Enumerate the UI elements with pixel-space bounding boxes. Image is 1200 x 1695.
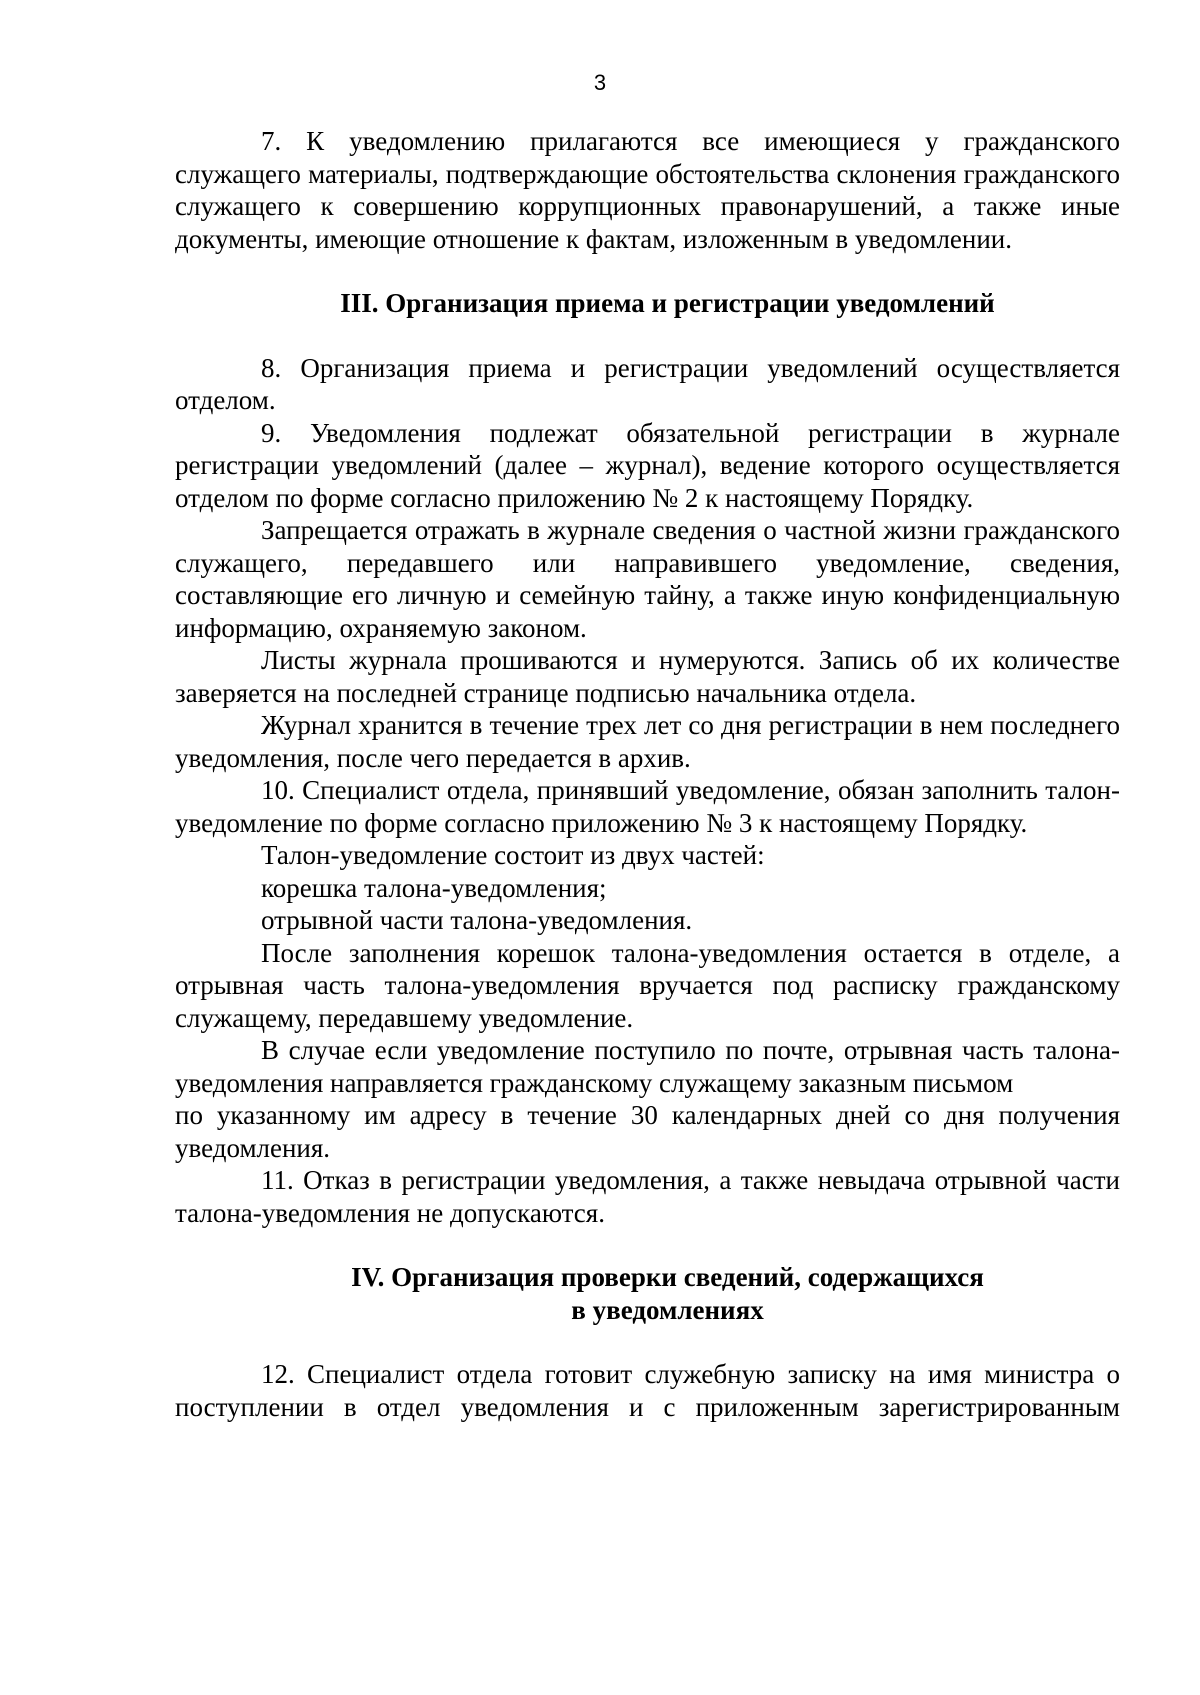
page-number: 3 [593,70,607,95]
paragraph-9-forbid: Запрещается отражать в журнале сведения о частной жизни гражданского служащего, передавшего или направившего уведомление, сведения, составляющие его личную и семейную тайну, а также иную конфиденциальную информацию, охраняемую законом. [175,515,1120,643]
paragraph-10-after: После заполнения корешок талона-уведомления остается в отделе, а отрывная часть талона-уведомления вручается под расписку гражданскому служащему, передавшему уведомление. [175,937,1120,1033]
paragraph-10-parts: Талон-уведомление состоит из двух частей: [261,840,765,870]
paragraph-11: 11. Отказ в регистрации уведомления, а также невыдача отрывной части талона-уведомления не допускаются. [175,1165,1120,1228]
section-3-heading: III. Организация приема и регистрации уведомлений [340,288,995,318]
paragraph-10-part1: корешка талона-уведомления; [261,872,607,903]
paragraph-9-sheets: Листы журнала прошиваются и нумеруются. Запись об их количестве заверяется на последней странице подписью начальника отдела. [175,645,1120,708]
paragraph-10-mail-b: по указанному им адресу в течение 30 календарных дней со дня получения уведомления. [175,1100,1120,1163]
paragraph-10: 10. Специалист отдела, принявший уведомление, обязан заполнить талон-уведомление по форме согласно приложению № 3 к настоящему Порядку. [175,775,1120,838]
paragraph-9: 9. Уведомления подлежат обязательной регистрации в журнале регистрации уведомлений (далее – журнал), ведение которого осуществляется отделом по форме согласно приложению № 2 к настоящему Порядку. [175,417,1120,513]
section-4-heading-line2: в уведомлениях [571,1294,764,1325]
paragraph-12: 12. Специалист отдела готовит служебную записку на имя министра о поступлении в отдел уведомления и с приложенным зарегистрированным [175,1359,1120,1422]
document-body [175,125,1120,1423]
paragraph-8: 8. Организация приема и регистрации уведомлений осуществляется отделом. [175,352,1120,415]
section-4-heading-line1: IV. Организация проверки сведений, содержащихся [351,1262,984,1292]
paragraph-10-part2: отрывной части талона-уведомления. [261,905,693,935]
paragraph-7: 7. К уведомлению прилагаются все имеющиеся у гражданского служащего материалы, подтверждающие обстоятельства склонения гражданского служащего к совершению коррупционных правонарушений, а также иные документы, имеющие отношение к фактам, изложенным в уведомлении. [175,126,1120,254]
paragraph-10-mail-a: В случае если уведомление поступило по почте, отрывная часть талона-уведомления направляется гражданскому служащему заказным письмом [175,1035,1120,1098]
paragraph-9-storage: Журнал хранится в течение трех лет со дня регистрации в нем последнего уведомления, после чего передается в архив. [175,710,1120,773]
